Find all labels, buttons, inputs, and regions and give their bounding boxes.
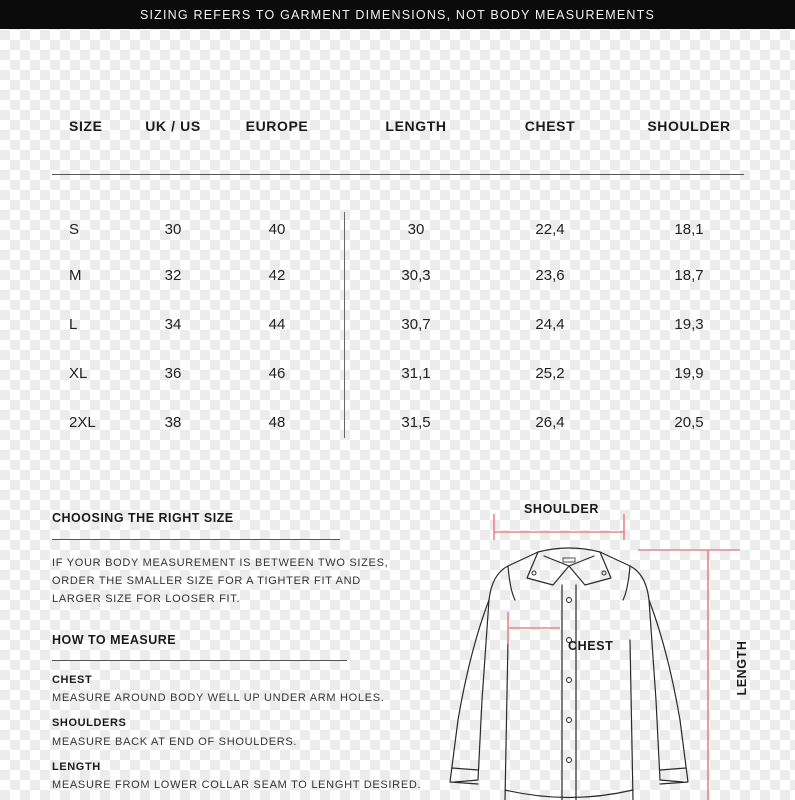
cell-size: L <box>69 316 78 333</box>
length-label: LENGTH <box>735 640 749 696</box>
cell-size: XL <box>69 365 88 382</box>
shoulder-label: SHOULDER <box>524 502 599 516</box>
chest-instruction: MEASURE AROUND BODY WELL UP UNDER ARM HOLES. <box>52 692 385 704</box>
how-to-divider <box>52 660 347 661</box>
cell-chest: 24,4 <box>535 316 565 333</box>
choosing-title: CHOOSING THE RIGHT SIZE <box>52 511 234 525</box>
table-column-divider <box>344 212 345 438</box>
cell-size: S <box>69 221 80 238</box>
cell-uk-us: 36 <box>164 365 182 382</box>
header-chest: CHEST <box>524 118 576 134</box>
header-shoulder: SHOULDER <box>647 118 731 134</box>
shirt-outline-icon <box>440 500 760 800</box>
chest-subtitle: CHEST <box>52 674 93 686</box>
header-europe: EUROPE <box>245 118 309 134</box>
choosing-text <box>52 554 388 608</box>
cell-uk-us: 32 <box>164 267 182 284</box>
cell-size: M <box>69 267 82 284</box>
chest-label: CHEST <box>568 639 614 653</box>
cell-chest: 25,2 <box>535 365 565 382</box>
cell-europe: 48 <box>268 414 286 431</box>
choosing-line: ORDER THE SMALLER SIZE FOR A TIGHTER FIT AND <box>52 575 361 587</box>
cell-chest: 26,4 <box>535 414 565 431</box>
cell-chest: 22,4 <box>535 221 565 238</box>
cell-chest: 23,6 <box>535 267 565 284</box>
cell-shoulder: 18,7 <box>674 267 704 284</box>
cell-europe: 46 <box>268 365 286 382</box>
cell-shoulder: 19,9 <box>674 365 704 382</box>
choosing-line: LARGER SIZE FOR LOOSER FIT. <box>52 593 241 605</box>
banner: SIZING REFERS TO GARMENT DIMENSIONS, NOT BODY MEASUREMENTS <box>0 0 795 29</box>
choosing-divider <box>52 539 340 540</box>
cell-uk-us: 34 <box>164 316 182 333</box>
length-instruction: MEASURE FROM LOWER COLLAR SEAM TO LENGHT DESIRED. <box>52 779 422 791</box>
cell-length: 30,3 <box>401 267 431 284</box>
header-size: SIZE <box>69 118 103 134</box>
header-uk-us: UK / US <box>145 118 201 134</box>
cell-europe: 42 <box>268 267 286 284</box>
cell-length: 30 <box>407 221 425 238</box>
cell-uk-us: 30 <box>164 221 182 238</box>
cell-length: 31,5 <box>401 414 431 431</box>
cell-shoulder: 19,3 <box>674 316 704 333</box>
choosing-line: IF YOUR BODY MEASUREMENT IS BETWEEN TWO SIZES, <box>52 557 389 569</box>
shoulders-subtitle: SHOULDERS <box>52 717 127 729</box>
length-subtitle: LENGTH <box>52 761 101 773</box>
how-to-measure-title: HOW TO MEASURE <box>52 633 177 647</box>
cell-uk-us: 38 <box>164 414 182 431</box>
cell-length: 31,1 <box>401 365 431 382</box>
table-header-divider <box>52 174 744 175</box>
cell-length: 30,7 <box>401 316 431 333</box>
cell-europe: 40 <box>268 221 286 238</box>
cell-europe: 44 <box>268 316 286 333</box>
cell-shoulder: 18,1 <box>674 221 704 238</box>
header-length: LENGTH <box>385 118 447 134</box>
cell-shoulder: 20,5 <box>674 414 704 431</box>
cell-size: 2XL <box>69 414 96 431</box>
shoulders-instruction: MEASURE BACK AT END OF SHOULDERS. <box>52 736 298 748</box>
